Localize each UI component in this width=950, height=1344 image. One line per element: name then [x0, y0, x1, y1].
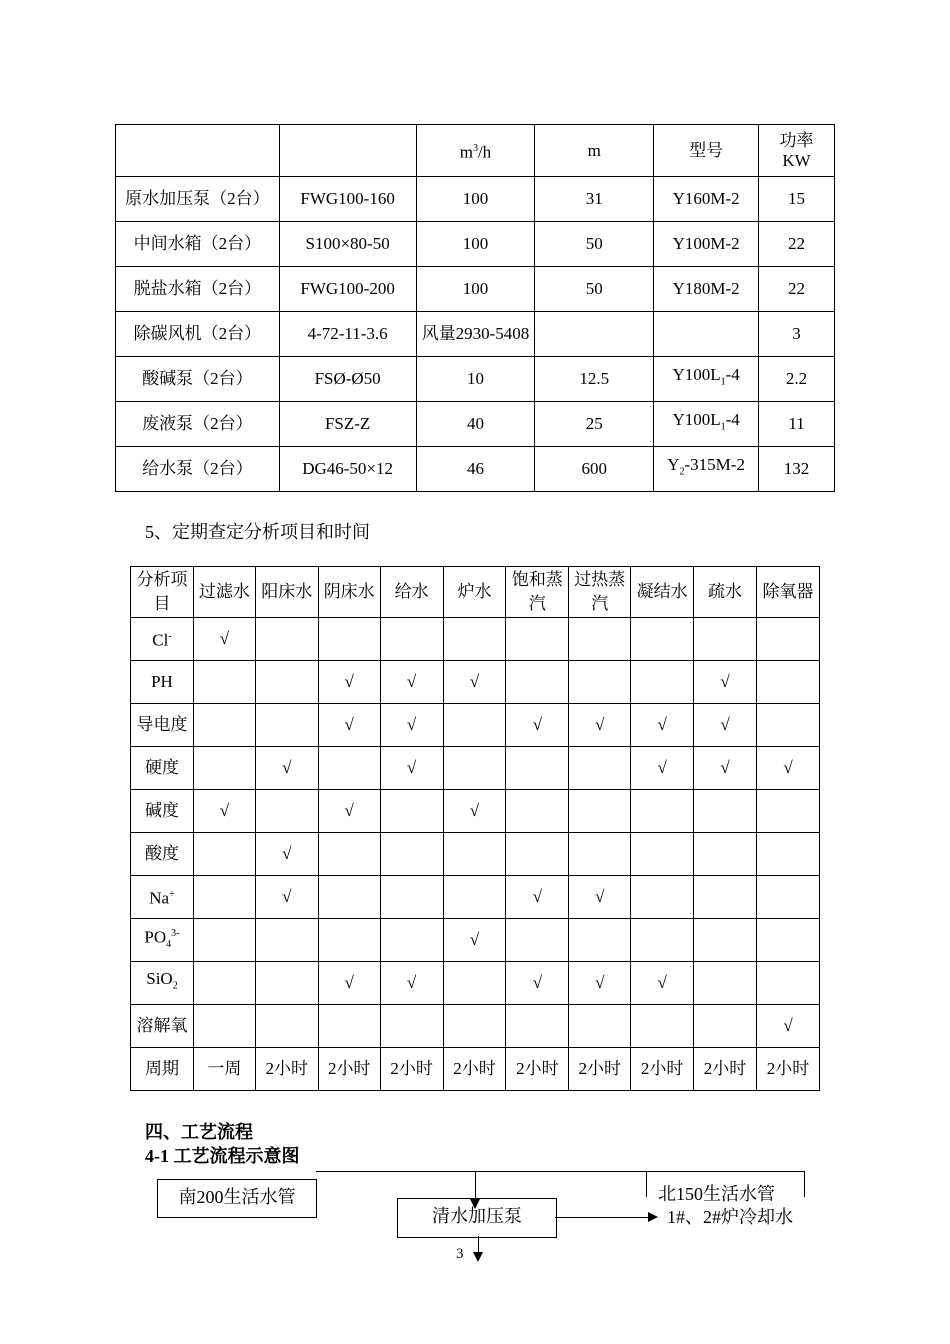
equipment-power: 132 [759, 447, 835, 492]
empty-cell [193, 1005, 255, 1048]
check-mark: √ [569, 962, 631, 1005]
check-mark: √ [506, 876, 569, 919]
empty-cell [694, 618, 757, 661]
period-value: 2小时 [578, 1059, 622, 1078]
equipment-flow: 40 [416, 402, 535, 447]
empty-cell [694, 876, 757, 919]
analysis-item: PH [131, 661, 194, 704]
check-mark: √ [318, 704, 380, 747]
empty-cell [569, 661, 631, 704]
period-cell [506, 1048, 569, 1091]
check-mark: √ [631, 747, 694, 790]
period-value: 2小时 [766, 1059, 810, 1078]
empty-cell [193, 704, 255, 747]
period-value: 2小时 [327, 1059, 371, 1078]
column-header-cell: 阳床水 [255, 567, 318, 618]
empty-cell [318, 1005, 380, 1048]
arrow-right-icon [648, 1212, 658, 1222]
section-4-title: 四、工艺流程 [145, 1122, 253, 1142]
check-mark: √ [380, 962, 443, 1005]
table-row [131, 833, 820, 876]
empty-cell [757, 704, 820, 747]
table-row [131, 876, 820, 919]
check-mark: √ [631, 704, 694, 747]
analysis-header-row [131, 567, 820, 618]
equipment-flow: 100 [416, 222, 535, 267]
check-mark: √ [757, 747, 820, 790]
empty-cell [569, 833, 631, 876]
empty-cell [506, 833, 569, 876]
equipment-motor: $Y_2-315M-2$ [654, 447, 759, 492]
connector-line [316, 1171, 646, 1172]
period-value: 2小时 [640, 1059, 684, 1078]
empty-cell [569, 1005, 631, 1048]
connector-line [646, 1171, 805, 1172]
cooling-water-label: 1#、2#炉冷却水 [667, 1207, 793, 1227]
equipment-name: 废液泵（2台） [116, 402, 280, 447]
analysis-item: $PO_4^{3-}$ [131, 919, 194, 962]
equipment-name: 脱盐水箱（2台） [116, 267, 280, 312]
check-mark: √ [694, 747, 757, 790]
period-value: 2小时 [453, 1059, 496, 1078]
check-mark: √ [255, 876, 318, 919]
check-mark: √ [380, 661, 443, 704]
column-header-cell: 疏水 [694, 567, 757, 618]
empty-cell [506, 618, 569, 661]
equipment-name: 酸碱泵（2台） [116, 357, 280, 402]
period-cell [757, 1048, 820, 1091]
table-row [131, 704, 820, 747]
empty-cell [506, 747, 569, 790]
table-row [131, 919, 820, 962]
analysis-item: 碱度 [131, 790, 194, 833]
empty-cell [380, 833, 443, 876]
empty-cell [193, 661, 255, 704]
empty-cell [757, 661, 820, 704]
column-header-cell: 炉水 [443, 567, 506, 618]
equipment-head: 50 [535, 222, 654, 267]
period-value: 2小时 [703, 1059, 747, 1078]
column-header-cell: 除氧器 [757, 567, 820, 618]
check-mark: √ [506, 704, 569, 747]
equipment-model: 4-72-11-3.6 [279, 312, 416, 357]
analysis-item: 溶解氧 [131, 1005, 194, 1048]
equipment-head: 600 [535, 447, 654, 492]
period-cell [631, 1048, 694, 1091]
table-row [116, 402, 835, 447]
column-header-cell: 给水 [380, 567, 443, 618]
empty-cell [506, 790, 569, 833]
north-pipe-label: 北150生活水管 [658, 1184, 775, 1204]
empty-cell [255, 1005, 318, 1048]
empty-cell [757, 790, 820, 833]
check-mark: √ [631, 962, 694, 1005]
south-pipe-box: 南200生活水管 [157, 1179, 317, 1218]
equipment-model: S100×80-50 [279, 222, 416, 267]
check-mark: √ [318, 790, 380, 833]
empty-cell [193, 962, 255, 1005]
equipment-flow: 100 [416, 177, 535, 222]
empty-cell [443, 747, 506, 790]
table-row [116, 267, 835, 312]
empty-cell [255, 790, 318, 833]
period-value: 2小时 [390, 1059, 433, 1078]
check-mark: √ [569, 704, 631, 747]
equipment-head: 31 [535, 177, 654, 222]
period-cell [380, 1048, 443, 1091]
page-number: 3 [456, 1246, 464, 1262]
equipment-model: DG46-50×12 [279, 447, 416, 492]
analysis-item: 酸度 [131, 833, 194, 876]
empty-cell [380, 919, 443, 962]
empty-cell [631, 919, 694, 962]
empty-cell [380, 1005, 443, 1048]
empty-cell [694, 919, 757, 962]
empty-cell [631, 618, 694, 661]
empty-cell [255, 962, 318, 1005]
header-cell-head: m [535, 125, 654, 177]
table-row [116, 357, 835, 402]
column-header-cell: 过滤水 [193, 567, 255, 618]
period-cell [443, 1048, 506, 1091]
equipment-model: FSØ-Ø50 [279, 357, 416, 402]
period-cell [193, 1048, 255, 1091]
empty-cell [569, 790, 631, 833]
empty-cell [757, 618, 820, 661]
empty-cell [443, 704, 506, 747]
empty-cell [318, 919, 380, 962]
equipment-motor: Y180M-2 [654, 267, 759, 312]
empty-cell [193, 833, 255, 876]
table-row [131, 747, 820, 790]
empty-cell [380, 790, 443, 833]
equipment-flow: 风量2930-5408 [421, 324, 530, 343]
analysis-item: 导电度 [131, 704, 194, 747]
equipment-motor [654, 312, 759, 357]
equipment-power: 2.2 [759, 357, 835, 402]
empty-cell [443, 962, 506, 1005]
check-mark: √ [694, 704, 757, 747]
equipment-power: 15 [759, 177, 835, 222]
equipment-motor: Y100M-2 [654, 222, 759, 267]
empty-cell [380, 876, 443, 919]
equipment-name: 除碳风机（2台） [116, 312, 280, 357]
table-row [116, 222, 835, 267]
check-mark: √ [757, 1005, 820, 1048]
column-header-cell: 过热蒸汽 [569, 567, 631, 618]
empty-cell [193, 919, 255, 962]
header-cell-model [279, 125, 416, 177]
header-cell-power: 功率 KW [759, 125, 835, 177]
empty-cell [694, 962, 757, 1005]
equipment-power: 22 [759, 222, 835, 267]
empty-cell [380, 618, 443, 661]
period-value: 一周 [207, 1059, 242, 1078]
check-mark: √ [318, 962, 380, 1005]
empty-cell [318, 876, 380, 919]
equipment-model: FWG100-160 [279, 177, 416, 222]
equipment-flow: 46 [416, 447, 535, 492]
empty-cell [255, 661, 318, 704]
equipment-head [535, 312, 654, 357]
table-row [131, 962, 820, 1005]
equipment-power: 3 [759, 312, 835, 357]
empty-cell [255, 919, 318, 962]
item-header-cell: 分析项目 [131, 567, 194, 618]
empty-cell [631, 661, 694, 704]
equipment-head: 50 [535, 267, 654, 312]
equipment-flow: 10 [416, 357, 535, 402]
period-cell [569, 1048, 631, 1091]
connector-line [646, 1171, 647, 1197]
empty-cell [757, 919, 820, 962]
equipment-power: 22 [759, 267, 835, 312]
equipment-name: 中间水箱（2台） [116, 222, 280, 267]
empty-cell [255, 704, 318, 747]
analysis-item: Cl- [131, 618, 194, 661]
check-mark: √ [380, 704, 443, 747]
empty-cell [631, 876, 694, 919]
check-mark: √ [443, 919, 506, 962]
table-row [116, 447, 835, 492]
analysis-item: SiO$_2$ [131, 962, 194, 1005]
empty-cell [193, 747, 255, 790]
equipment-head: 25 [535, 402, 654, 447]
empty-cell [631, 790, 694, 833]
arrow-down-icon [473, 1252, 483, 1262]
equipment-header-row [116, 125, 835, 177]
period-value: 2小时 [265, 1059, 309, 1078]
check-mark: √ [255, 747, 318, 790]
equipment-name: 原水加压泵（2台） [125, 189, 270, 208]
empty-cell [506, 1005, 569, 1048]
table-row [131, 790, 820, 833]
empty-cell [255, 618, 318, 661]
empty-cell [569, 747, 631, 790]
check-mark: √ [193, 790, 255, 833]
equipment-flow: 100 [416, 267, 535, 312]
pump-box: 清水加压泵 [397, 1198, 557, 1238]
equipment-model: FSZ-Z [279, 402, 416, 447]
check-mark: √ [255, 833, 318, 876]
empty-cell [318, 747, 380, 790]
analysis-item: Na+ [131, 876, 194, 919]
empty-cell [318, 833, 380, 876]
period-cell [255, 1048, 318, 1091]
empty-cell [443, 833, 506, 876]
empty-cell [193, 876, 255, 919]
empty-cell [318, 618, 380, 661]
connector-line [475, 1171, 476, 1201]
equipment-name: 给水泵（2台） [116, 447, 280, 492]
table-row [131, 618, 820, 661]
check-mark: √ [380, 747, 443, 790]
empty-cell [443, 618, 506, 661]
check-mark: √ [443, 661, 506, 704]
table-row [131, 1005, 820, 1048]
empty-cell [694, 790, 757, 833]
equipment-motor: $Y100L_1-4$ [654, 357, 759, 402]
empty-cell [569, 919, 631, 962]
header-cell-motor: 型号 [654, 125, 759, 177]
column-header-cell: 饱和蒸汽 [506, 567, 569, 618]
equipment-head: 12.5 [535, 357, 654, 402]
empty-cell [694, 1005, 757, 1048]
empty-cell [757, 876, 820, 919]
check-mark: √ [506, 962, 569, 1005]
equipment-table [115, 124, 835, 492]
empty-cell [506, 661, 569, 704]
check-mark: √ [443, 790, 506, 833]
column-header-cell: 阴床水 [318, 567, 380, 618]
empty-cell [631, 833, 694, 876]
connector-line [555, 1217, 650, 1218]
header-cell-flow: $m^3/h$ [416, 125, 535, 177]
period-label: 周期 [131, 1048, 194, 1091]
table-row [131, 661, 820, 704]
period-cell [694, 1048, 757, 1091]
check-mark: √ [694, 661, 757, 704]
equipment-power: 11 [759, 402, 835, 447]
header-cell-name [116, 125, 280, 177]
empty-cell [757, 962, 820, 1005]
check-mark: √ [318, 661, 380, 704]
column-header-cell: 凝结水 [631, 567, 694, 618]
period-row [131, 1048, 820, 1091]
analysis-item: 硬度 [131, 747, 194, 790]
empty-cell [694, 833, 757, 876]
table-row [116, 312, 835, 357]
section-4-1-title: 4-1 工艺流程示意图 [145, 1146, 300, 1166]
empty-cell [757, 833, 820, 876]
equipment-motor: Y160M-2 [654, 177, 759, 222]
connector-line [804, 1171, 805, 1197]
check-mark: √ [569, 876, 631, 919]
analysis-schedule-table [130, 566, 820, 1091]
table-row [116, 177, 835, 222]
empty-cell [569, 618, 631, 661]
empty-cell [443, 1005, 506, 1048]
empty-cell [443, 876, 506, 919]
check-mark: √ [193, 618, 255, 661]
equipment-model: FWG100-200 [279, 267, 416, 312]
empty-cell [631, 1005, 694, 1048]
period-value: 2小时 [516, 1059, 559, 1078]
empty-cell [506, 919, 569, 962]
period-cell [318, 1048, 380, 1091]
section-5-title: 5、定期查定分析项目和时间 [145, 522, 370, 542]
equipment-motor: $Y100L_1-4$ [654, 402, 759, 447]
